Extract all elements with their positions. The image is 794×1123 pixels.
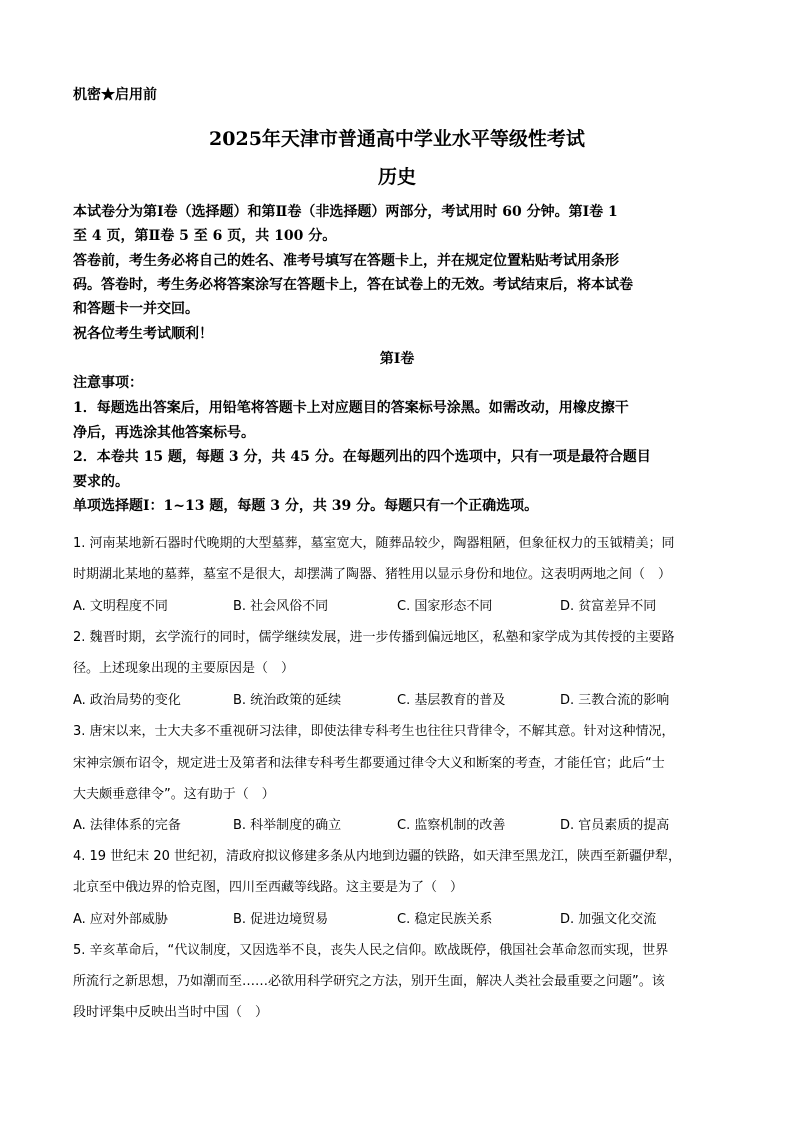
intro-line: 答卷前，考生务必将自己的姓名、准考号填写在答题卡上，并在规定位置粘贴考试用条形	[73, 253, 619, 269]
option-a: A. 法律体系的完备	[73, 818, 181, 833]
intro-line: 祝各位考生考试顺利！	[73, 326, 213, 342]
intro-line: 本试卷分为第Ⅰ卷（选择题）和第Ⅱ卷（非选择题）两部分，考试用时 60 分钟。第Ⅰ卷 1	[73, 204, 618, 220]
note-line: 净后，再选涂其他答案标号。	[73, 425, 255, 441]
option-c: C. 基层教育的普及	[397, 693, 506, 708]
question-text-line: 2. 魏晋时期，玄学流行的同时，儒学继续发展，进一步传播到偏远地区，私塾和家学成为其传授的主要路	[73, 630, 675, 645]
note-line: 1．每题选出答案后，用铅笔将答题卡上对应题目的答案标号涂黑。如需改动，用橡皮擦干	[73, 400, 629, 416]
option-d: D. 三教合流的影响	[560, 693, 670, 708]
option-c: C. 监察机制的改善	[397, 818, 506, 833]
option-b: B. 科举制度的确立	[233, 818, 342, 833]
question-text-line: 1. 河南某地新石器时代晚期的大型墓葬，墓室宽大，随葬品较少，陶器粗陋，但象征权力的玉钺精美；同	[73, 536, 675, 551]
option-d: D. 官员素质的提高	[560, 818, 670, 833]
option-c: C. 国家形态不同	[397, 599, 493, 614]
confidential-label: 机密★启用前	[73, 87, 157, 103]
option-a: A. 政治局势的变化	[73, 693, 181, 708]
subject-title: 历史	[377, 166, 416, 188]
option-d: D. 加强文化交流	[560, 912, 657, 927]
intro-line: 码。答卷时，考生务必将答案涂写在答题卡上，答在试卷上的无效。考试结束后，将本试卷	[73, 277, 633, 293]
question-text-line: 所流行之新思想，乃如潮而至……必欲用科学研究之方法，别开生面，解决人类社会最重要之问题”。该	[73, 974, 665, 989]
question-text-line: 5. 辛亥革命后，“代议制度，又因选举不良，丧失人民之信仰。欧战既停，俄国社会革命忽而实现，世界	[73, 943, 669, 958]
intro-line: 和答题卡一并交回。	[73, 301, 199, 317]
option-b: B. 促进边境贸易	[233, 912, 329, 927]
question-text-line: 大夫颇垂意律令”。这有助于（ ）	[73, 787, 275, 802]
volume-title: 第Ⅰ卷	[379, 351, 415, 367]
notes-heading: 注意事项：	[73, 375, 143, 391]
note-line: 2．本卷共 15 题，每题 3 分，共 45 分。在每题列出的四个选项中，只有一项是最符合题目	[73, 449, 651, 465]
question-text-line: 时期湖北某地的墓葬，墓室不是很大，却摆满了陶器、猪牲用以显示身份和地位。这表明两地之间（ ）	[73, 567, 672, 582]
exam-title: 2025年天津市普通高中学业水平等级性考试	[209, 128, 585, 150]
question-text-line: 段时评集中反映出当时中国（ ）	[73, 1005, 269, 1020]
option-a: A. 文明程度不同	[73, 599, 168, 614]
option-a: A. 应对外部威胁	[73, 912, 168, 927]
intro-line: 至 4 页，第Ⅱ卷 5 至 6 页，共 100 分。	[73, 228, 337, 244]
question-text-line: 北京至中俄边界的恰克图，四川至西藏等线路。这主要是为了（ ）	[73, 880, 464, 895]
question-text-line: 3. 唐宋以来，士大夫多不重视研习法律，即使法律专科考生也往往只背律令，不解其意。针对这种情况，	[73, 724, 675, 739]
note-line: 要求的。	[73, 474, 129, 490]
question-text-line: 4. 19 世纪末 20 世纪初，清政府拟议修建多条从内地到边疆的铁路，如天津至黑龙江，陕西至新疆伊犁，	[73, 849, 682, 864]
section-heading: 单项选择题Ⅰ：1~13 题，每题 3 分，共 39 分。每题只有一个正确选项。	[73, 498, 539, 514]
option-d: D. 贫富差异不同	[560, 599, 657, 614]
option-c: C. 稳定民族关系	[397, 912, 493, 927]
option-b: B. 社会风俗不同	[233, 599, 329, 614]
question-text-line: 宋神宗颁布诏令，规定进士及第者和法律专科考生都要通过律令大义和断案的考查，才能任官；此后“士	[73, 756, 665, 771]
question-text-line: 径。上述现象出现的主要原因是（ ）	[73, 661, 295, 676]
option-b: B. 统治政策的延续	[233, 693, 342, 708]
